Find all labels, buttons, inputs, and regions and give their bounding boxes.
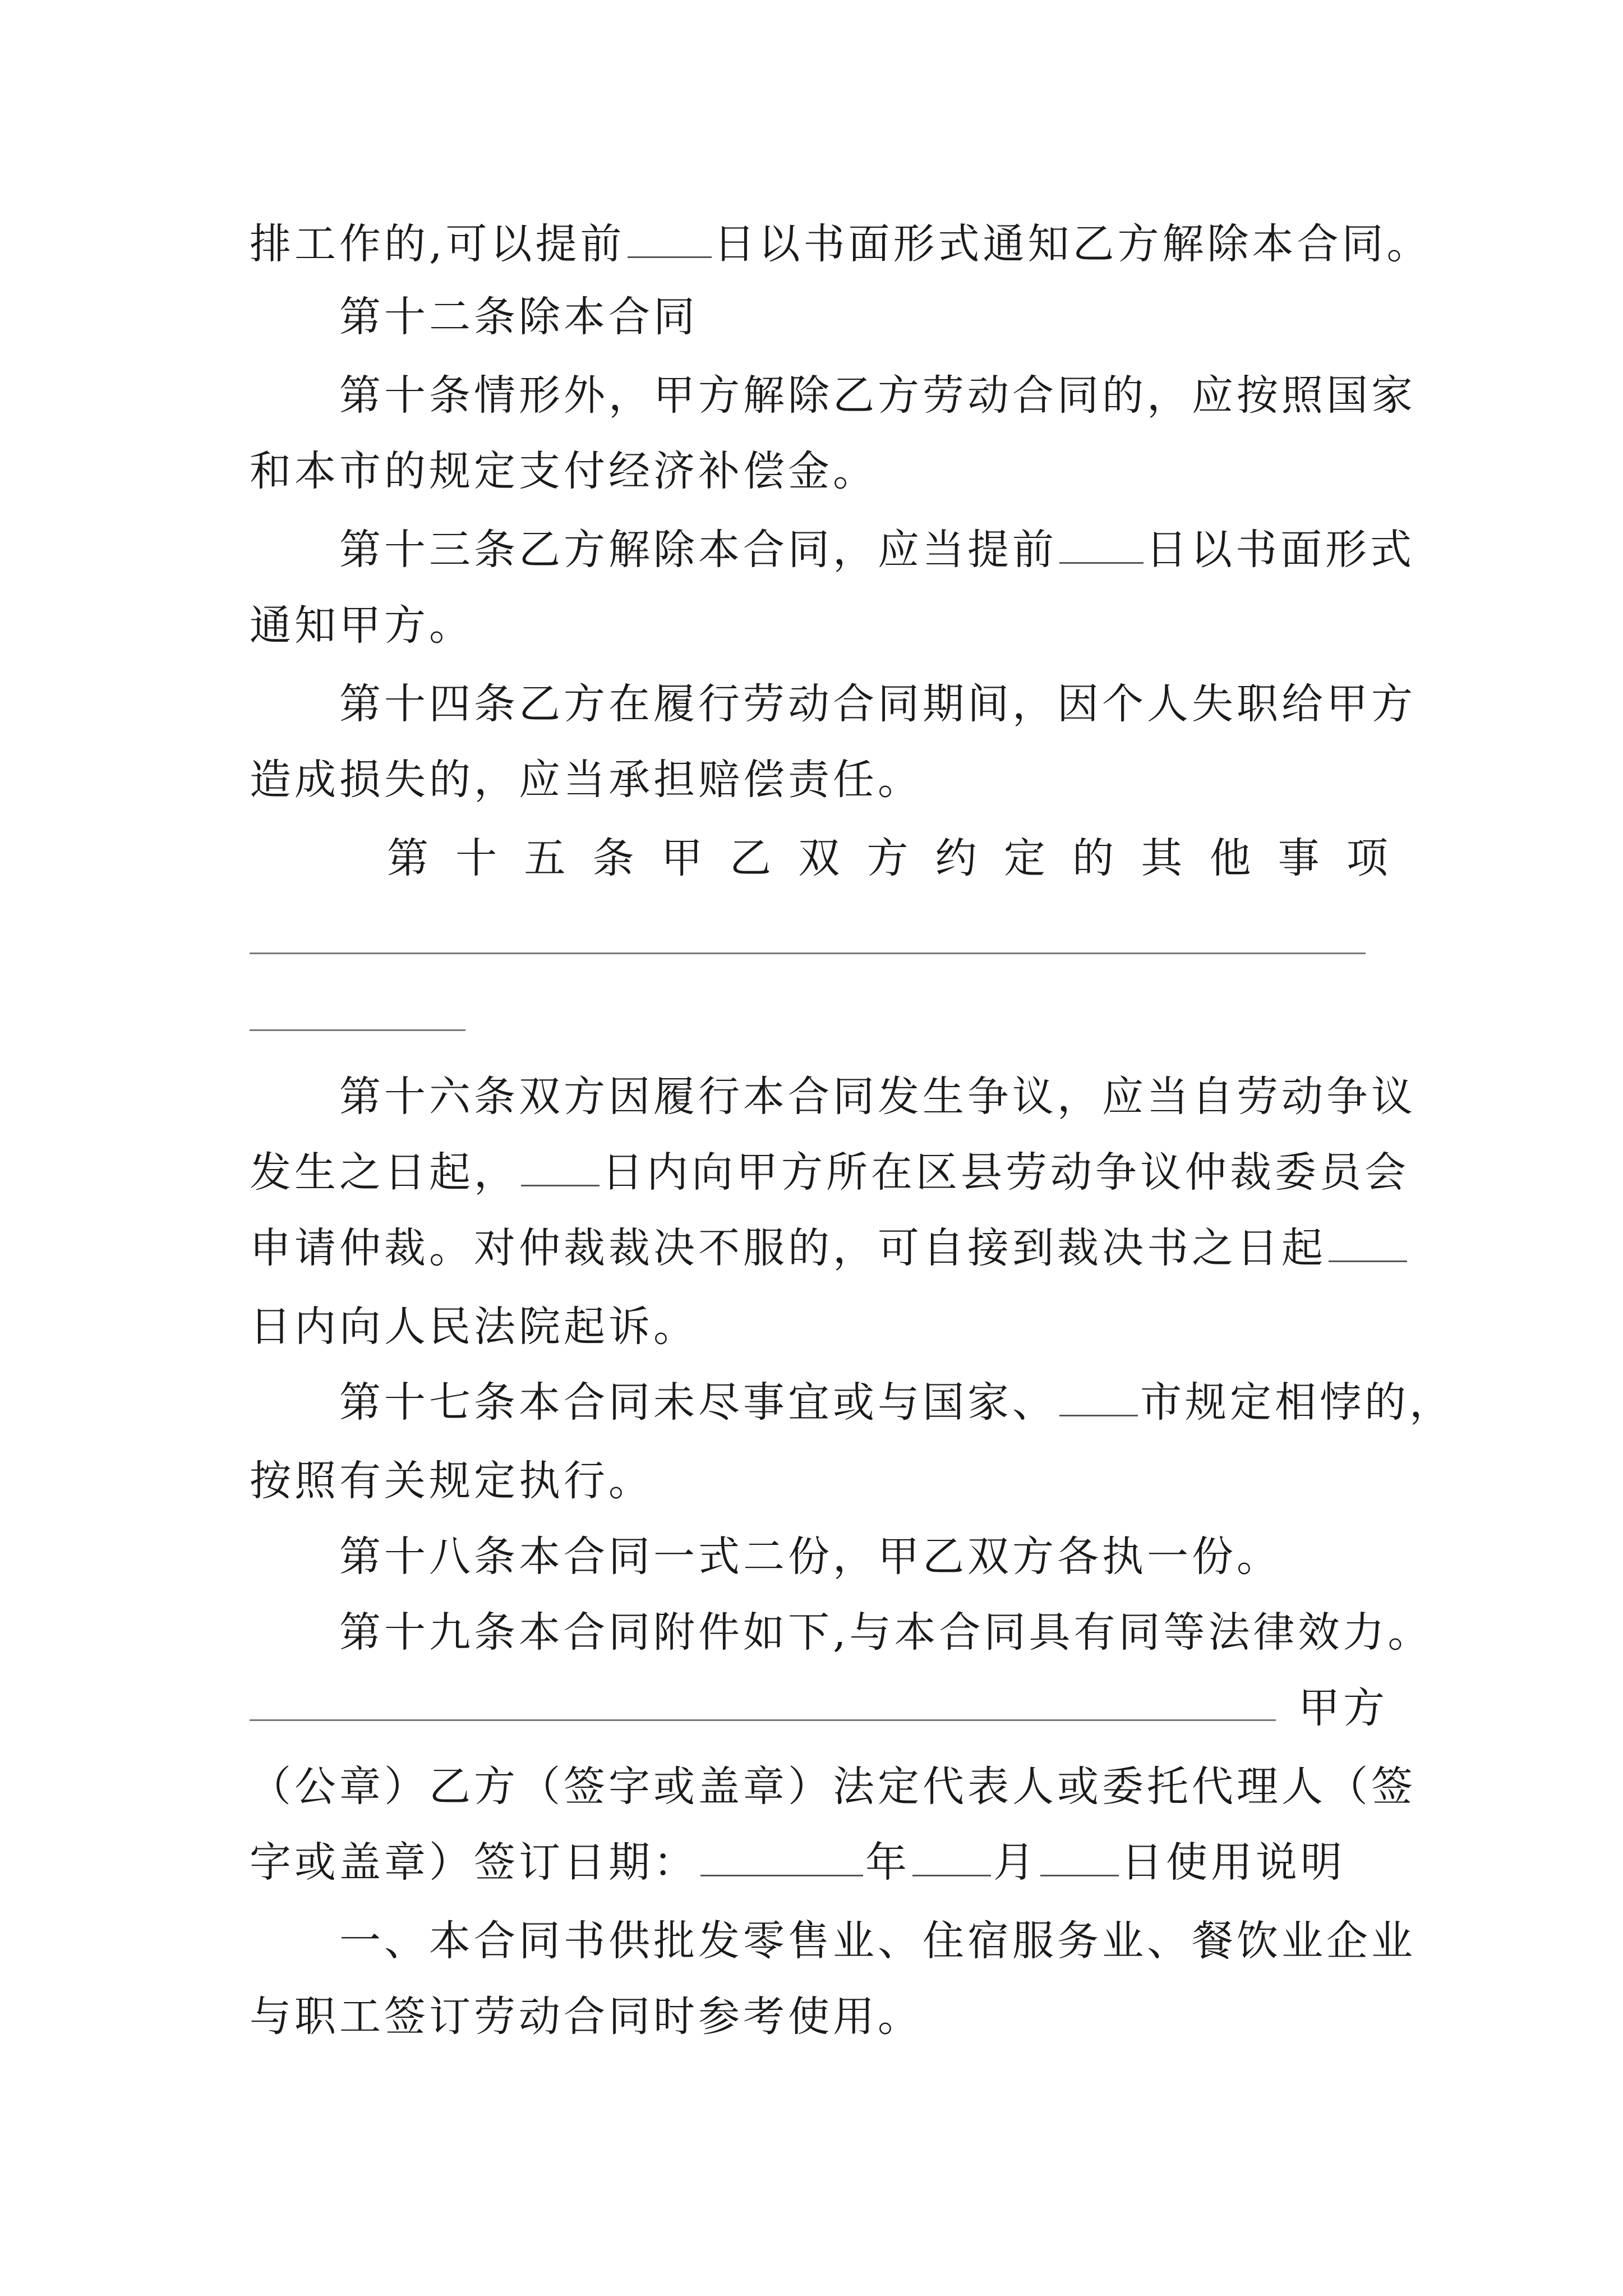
text-segment: 日使用说明	[1121, 1838, 1345, 1887]
text-char: 方	[866, 834, 909, 882]
text-char: 甲	[661, 834, 703, 882]
signature-line: （公章）乙方（签字或盖章）法定代表人或委托代理人（签	[250, 1763, 1416, 1811]
fill-in-blank	[521, 1150, 600, 1186]
text-segment: 市规定相悖的，	[1140, 1378, 1454, 1427]
text-char: 的	[1072, 834, 1114, 882]
text-segment: 日内向甲方所在区县劳动争议仲裁委员会	[602, 1148, 1409, 1197]
year-blank	[700, 1840, 863, 1876]
text-line	[250, 216, 1432, 272]
clause-19: 第十九条本合同附件如下,与本合同具有同等法律效力。	[339, 1608, 1433, 1657]
text-line: 按照有关规定执行。	[250, 1457, 653, 1505]
text-segment: 发生之日起，	[250, 1148, 519, 1197]
clause-15-heading	[387, 830, 1388, 886]
clause-17	[339, 1374, 1454, 1430]
text-char: 约	[935, 834, 977, 882]
text-char: 他	[1209, 834, 1251, 882]
text-segment: 日以书面形式	[1146, 526, 1415, 574]
clause-12-heading: 第十二条除本合同	[339, 293, 698, 341]
clause-13	[339, 522, 1415, 578]
text-line	[250, 1144, 1409, 1200]
text-char: 乙	[730, 834, 772, 882]
fill-in-rule	[250, 1029, 465, 1031]
text-line: 日内向人民法院起诉。	[250, 1303, 698, 1351]
text-char: 项	[1346, 834, 1388, 882]
usage-note-1: 一、本合同书供批发零售业、住宿服务业、餐饮业企业	[339, 1917, 1416, 1965]
signing-date-line	[250, 1834, 1388, 1890]
clause-18: 第十八条本合同一式二份，甲乙双方各执一份。	[339, 1533, 1281, 1581]
party-a-label: 甲方	[1298, 1684, 1388, 1732]
text-segment: 第十三条乙方解除本合同，应当提前	[339, 526, 1057, 574]
month-blank	[912, 1840, 991, 1876]
fill-in-blank	[1059, 527, 1144, 564]
text-char: 条	[592, 834, 634, 882]
text-line: 和本市的规定支付经济补偿金。	[250, 447, 878, 495]
text-line: 通知甲方。	[250, 601, 474, 650]
text-line	[250, 1220, 1388, 1276]
fill-in-blank	[628, 222, 712, 258]
day-blank	[1040, 1840, 1119, 1876]
text-char: 定	[1003, 834, 1045, 882]
fill-in-rule	[250, 953, 1366, 954]
text-line: 与职工签订劳动合同时参考使用。	[250, 1993, 923, 2041]
text-char: 五	[524, 834, 566, 882]
text-char: 双	[798, 834, 840, 882]
clause-16: 第十六条双方因履行本合同发生争议，应当自劳动争议	[339, 1073, 1416, 1121]
fill-in-blank	[1059, 1380, 1138, 1416]
clause-14: 第十四条乙方在履行劳动合同期间，因个人失职给甲方	[339, 680, 1416, 728]
text-segment: 申请仲裁。对仲裁裁决不服的，可自接到裁决书之日起	[250, 1224, 1326, 1272]
text-char: 其	[1141, 834, 1183, 882]
text-segment: 排工作的,可以提前	[250, 220, 625, 268]
text-line: 第十条情形外，甲方解除乙方劳动合同的，应按照国家	[339, 371, 1416, 420]
text-char: 第	[387, 834, 428, 882]
fill-in-rule	[250, 1719, 1276, 1721]
text-segment: 字或盖章）签订日期：	[250, 1838, 698, 1887]
text-segment: 月	[993, 1838, 1038, 1887]
text-line: 造成损失的，应当承担赔偿责任。	[250, 756, 923, 804]
text-char: 十	[455, 834, 497, 882]
text-segment: 日以书面形式通知乙方解除本合同。	[713, 220, 1432, 268]
text-segment: 第十七条本合同未尽事宜或与国家、	[339, 1378, 1057, 1427]
fill-in-blank	[1329, 1226, 1407, 1262]
text-char: 事	[1278, 834, 1320, 882]
text-segment: 年	[865, 1838, 910, 1887]
